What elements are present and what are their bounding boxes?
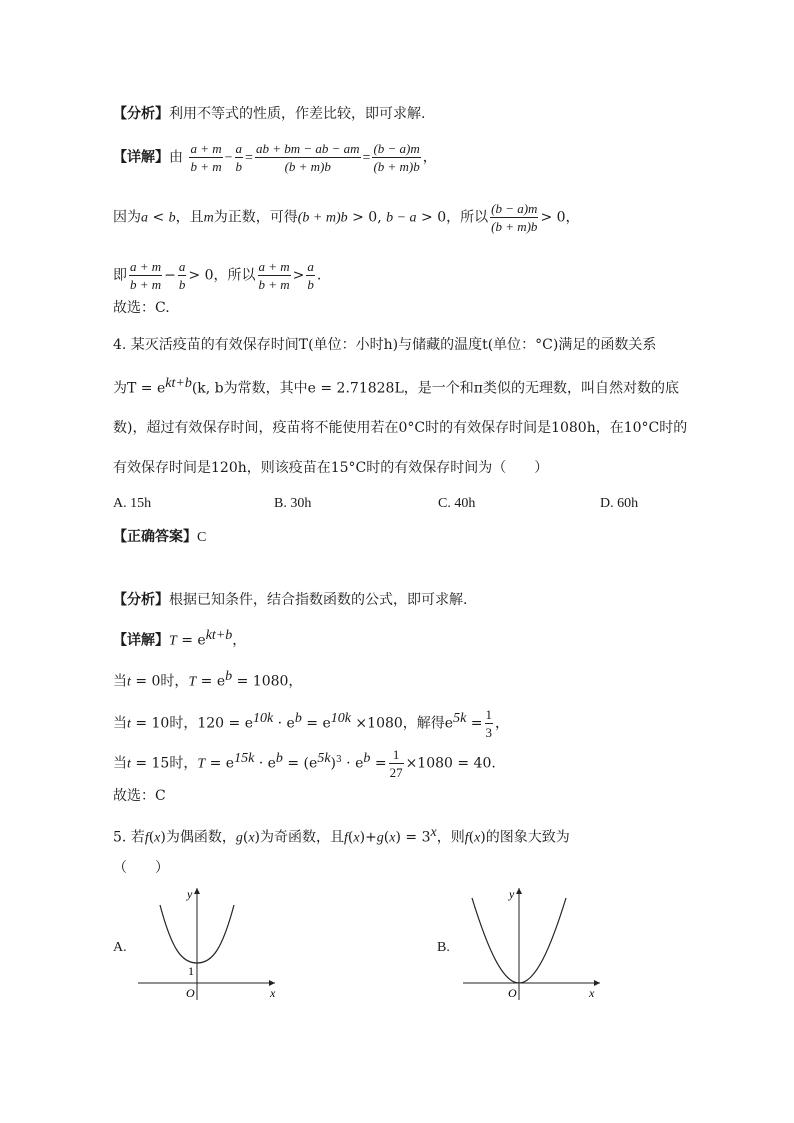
- origin-label: O: [508, 986, 517, 1000]
- option-a-label[interactable]: A.: [113, 940, 127, 955]
- fraction: $\frac{a}{b}$: [307, 259, 314, 292]
- fraction: $\frac{(b - a)m}{(b + m)b}$: [491, 201, 538, 234]
- detail-prefix: 由: [169, 149, 183, 166]
- q4-stem-line-1: 4. 某灭活疫苗的有效保存时间T(单位：小时h)与储藏的温度t(单位：°C)满足的函数关系: [113, 337, 657, 353]
- q4-stem-line-2: 为$T = e^{kt+b}(k$, b为常数，其中e = 2.71828L，是一个和π类似的无理数，叫自然对数的底: [113, 376, 679, 397]
- q4-stem-line-3: 数)，超过有效保存时间，疫苗将不能使用若在0°C时的有效保存时间是1080h，在10°C时的: [113, 420, 688, 436]
- analysis-text: 利用不等式的性质，作差比较，即可求解.: [169, 106, 426, 122]
- q3-analysis: [113, 104, 425, 124]
- q5-paren: （ ）: [113, 860, 169, 876]
- q4-answer: [113, 527, 206, 548]
- detail-tag: 【详解】: [113, 632, 169, 649]
- option-b-label[interactable]: B.: [437, 940, 450, 955]
- tick-label-1: 1: [188, 964, 194, 978]
- fraction: $\frac{a + m}{b + m}$: [130, 259, 162, 292]
- q3-result: 即 $\frac{a + m}{b + m}$ − $\frac{a}{b}$ > 0，所以 $\frac{a + m}{b + m}$ > $\frac{a}{b}$ .: [113, 259, 322, 292]
- fraction: $\frac{a}{b}$: [235, 141, 243, 174]
- q3-reasoning: 因为a < b，且m为正数，可得(b + m)b > 0, b − a > 0，所以 $\frac{(b - a)m}{(b + m)b}$ > 0，: [113, 201, 580, 234]
- graph-option-b[interactable]: [455, 880, 615, 1005]
- y-axis-label: y: [509, 887, 515, 901]
- q4-detail: 【详解】$T = e^{kt+b}$，: [113, 628, 247, 649]
- option-d[interactable]: D. 60h: [600, 496, 639, 511]
- fraction: $\frac{1}{3}$: [485, 707, 492, 740]
- option-c[interactable]: C. 40h: [438, 496, 476, 511]
- fraction: $\frac{a}{b}$: [178, 259, 186, 292]
- fraction: $\frac{ab + bm - ab - am}{(b + m)b}$: [255, 141, 360, 174]
- answer-value: C: [197, 530, 207, 545]
- option-b[interactable]: B. 30h: [274, 496, 312, 511]
- fraction: $\frac{a + m}{b + m}$: [258, 259, 290, 292]
- graph-option-a[interactable]: [130, 880, 290, 1005]
- analysis-tag: 【分析】: [113, 592, 169, 608]
- q4-step-2: 当t = 10时，$120 = e^{10k} \cdot e^b = e^{10k} \times 1080$，解得$e^{5k}$ = $\frac{1}{3}$ ，: [113, 707, 509, 740]
- q3-detail: 【详解】由 $\frac{a + m}{b + m}$ − $\frac{a}{b}$ = $\frac{ab + bm - ab - am}{(b + m)b}$ = $\frac{(b - a)m}{(b + m)b}$ ，: [113, 141, 437, 174]
- analysis-text: 根据已知条件，结合指数函数的公式，即可求解.: [169, 592, 468, 608]
- q4-step-3: 当t = 15时，$T = e^{15k} \cdot e^b = (e^{5k})^3 \cdot e^b$ = $\frac{1}{27}$ ×1080 = 40.: [113, 747, 496, 780]
- analysis-tag: 【分析】: [113, 106, 169, 122]
- q3-conclusion: 故选：C.: [113, 300, 170, 316]
- y-axis-label: y: [187, 887, 193, 901]
- q4-conclusion: 故选：C: [113, 788, 166, 804]
- fraction: $\frac{(b - a)m}{(b + m)b}$: [373, 141, 420, 174]
- q4-analysis: [113, 590, 467, 610]
- x-axis-label: x: [270, 986, 276, 1000]
- detail-tag: 【详解】: [113, 149, 169, 166]
- q5-stem: 5. 若f(x)为偶函数，g(x)为奇函数，且$f(x)+g(x) = 3^x$，则f(x)的图象大致为: [113, 825, 570, 846]
- q4-stem-line-4: 有效保存时间是120h，则该疫苗在15°C时的有效保存时间为（ ）: [113, 460, 549, 476]
- q4-step-1: 当t = 0时，$T = e^b = 1080$，: [113, 669, 303, 690]
- x-axis-label: x: [589, 986, 595, 1000]
- fraction: $\frac{1}{27}$: [389, 747, 403, 780]
- answer-tag: 【正确答案】: [113, 529, 197, 545]
- fraction: $\frac{a + m}{b + m}$: [190, 141, 222, 174]
- origin-label: O: [186, 986, 195, 1000]
- option-a[interactable]: A. 15h: [113, 496, 152, 511]
